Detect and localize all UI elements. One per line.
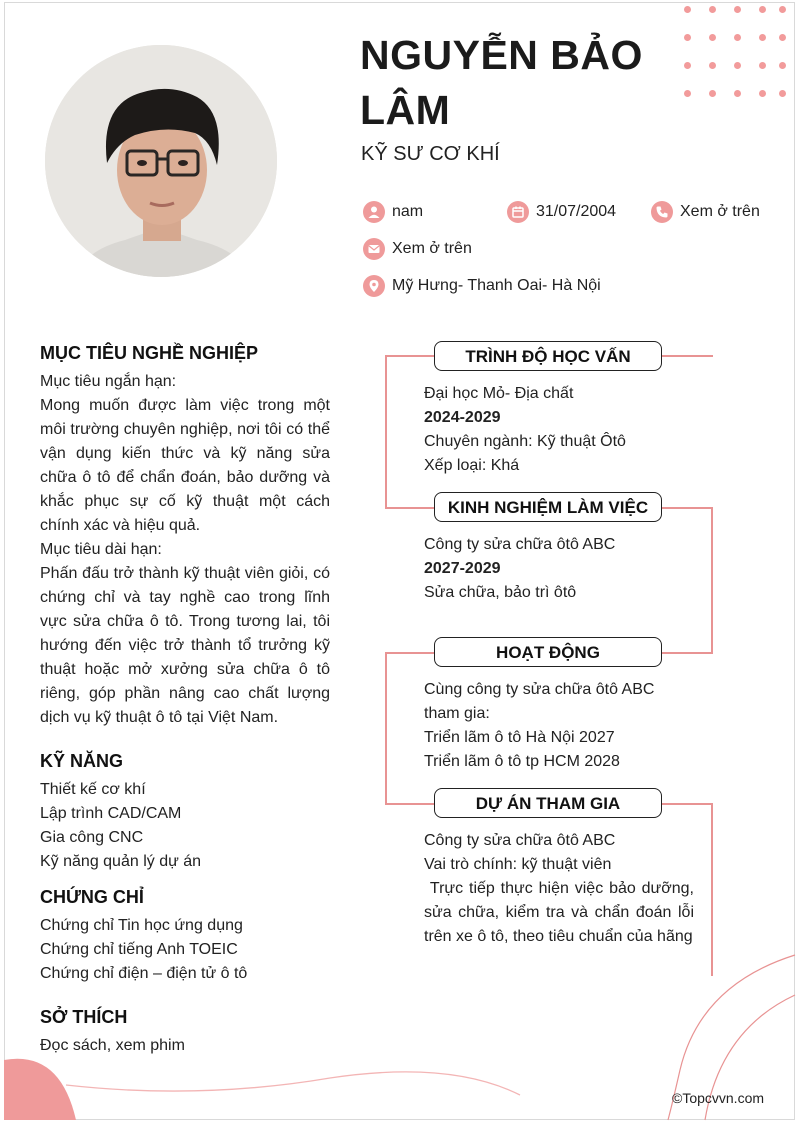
certificate-item: Chứng chỉ điện – điện tử ô tô <box>40 965 248 982</box>
activity-item: Triển lãm ô tô tp HCM 2028 <box>424 753 620 770</box>
copyright-text: ©Topcvvn.com <box>672 1090 765 1106</box>
education-rank: Xếp loại: Khá <box>424 457 520 474</box>
certificate-item: Chứng chỉ Tin học ứng dụng <box>40 917 243 934</box>
certificate-item: Chứng chỉ tiếng Anh TOEIC <box>40 941 238 958</box>
objective-title: MỤC TIÊU NGHỀ NGHIỆP <box>40 343 259 363</box>
activities-title: HOẠT ĐỘNG <box>434 637 662 667</box>
skill-item: Lập trình CAD/CAM <box>40 805 182 822</box>
birthday-value: 31/07/2004 <box>536 203 617 220</box>
phone-value: Xem ở trên <box>680 203 760 220</box>
address-value: Mỹ Hưng- Thanh Oai- Hà Nội <box>392 277 601 294</box>
hobbies-title: SỞ THÍCH <box>40 1007 128 1027</box>
objective-long-text: Phấn đấu trở thành kỹ thuật viên giỏi, có chứng chỉ và tay nghề cao trong lĩnh vực sửa chữa ô tô. Trong tương lai, tôi hướng đến việc trở thành tổ trưởng kỹ thuật hoặc mở xưởng sửa chữa ô tô riêng, góp phần nâng cao chất lượng dịch vụ kỹ thuật ô tô tại Việt Nam. <box>40 565 330 726</box>
objective-long-label: Mục tiêu dài hạn: <box>40 541 162 558</box>
education-years: 2024-2029 <box>424 409 501 426</box>
skill-item: Gia công CNC <box>40 829 144 846</box>
project-description: Trực tiếp thực hiện việc bảo dưỡng, sửa chữa, kiểm tra và chẩn đoán lỗi trên xe ô tô, theo tiêu chuẩn của hãng <box>424 880 699 945</box>
skills-title: KỸ NĂNG <box>40 751 124 771</box>
experience-company: Công ty sửa chữa ôtô ABC <box>424 536 616 553</box>
experience-years: 2027-2029 <box>424 560 501 577</box>
education-major: Chuyên ngành: Kỹ thuật Ôtô <box>424 433 626 450</box>
education-school: Đại học Mỏ- Địa chất <box>424 385 574 402</box>
activity-item: Triển lãm ô tô Hà Nội 2027 <box>424 729 615 746</box>
gender-value: nam <box>392 203 424 220</box>
objective-short-text: Mong muốn được làm việc trong một môi trường chuyên nghiệp, nơi tôi có thể vận dụng kiến thức và kỹ năng sửa chữa ô tô để chẩn đoán, bảo dưỡng và khắc phục sự cố kỹ thuật một cách chính xác và hiệu quả. <box>40 397 330 534</box>
experience-role: Sửa chữa, bảo trì ôtô <box>424 584 577 601</box>
education-title: TRÌNH ĐỘ HỌC VẤN <box>434 341 662 371</box>
email-value: Xem ở trên <box>392 240 472 257</box>
project-role: Vai trò chính: kỹ thuật viên <box>424 856 612 873</box>
hobbies-text: Đọc sách, xem phim <box>40 1037 185 1054</box>
projects-title: DỰ ÁN THAM GIA <box>434 788 662 818</box>
candidate-name: NGUYỄN BẢO LÂM <box>360 32 643 133</box>
certificates-title: CHỨNG CHỈ <box>40 887 144 907</box>
activities-intro: Cùng công ty sửa chữa ôtô ABC tham gia: <box>424 681 655 722</box>
objective-short-label: Mục tiêu ngắn hạn: <box>40 373 177 390</box>
skill-item: Thiết kế cơ khí <box>40 781 146 798</box>
experience-title: KINH NGHIỆM LÀM VIỆC <box>434 492 662 522</box>
job-title: KỸ SƯ CƠ KHÍ <box>361 143 500 165</box>
project-company: Công ty sửa chữa ôtô ABC <box>424 832 616 849</box>
skill-item: Kỹ năng quản lý dự án <box>40 853 202 870</box>
